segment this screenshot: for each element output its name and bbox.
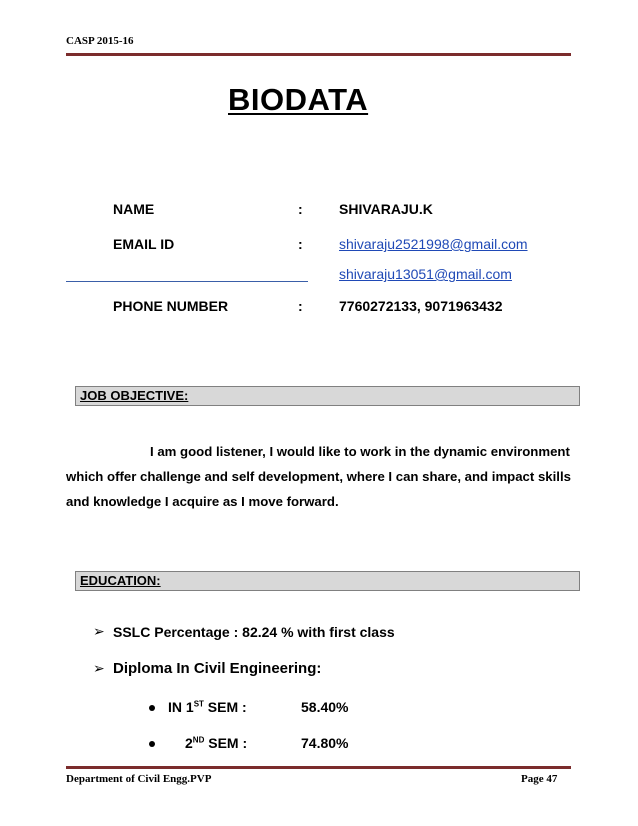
header-rule [66, 53, 571, 56]
job-objective-line-1: I am good listener, I would like to work in the dynamic environment [150, 444, 570, 459]
job-objective-line-3: and knowledge I acquire as I move forward. [66, 494, 339, 509]
name-value: SHIVARAJU.K [339, 201, 433, 217]
job-objective-heading [75, 386, 580, 406]
arrow-bullet-icon: ➢ [93, 623, 105, 639]
footer-page-number: Page 47 [521, 773, 558, 785]
phone-value: 7760272133, 9071963432 [339, 298, 503, 314]
job-objective-paragraph [66, 439, 571, 514]
name-colon: : [298, 201, 303, 217]
bullet-dot-icon [149, 741, 155, 747]
sem1-value: 58.40% [301, 699, 349, 715]
sem2-suffix: SEM : [204, 735, 248, 751]
phone-label: PHONE NUMBER [113, 298, 229, 314]
diploma-item: Diploma In Civil Engineering: [113, 660, 322, 677]
sem1-label [168, 699, 247, 715]
sslc-item: SSLC Percentage : 82.24 % with first class [113, 624, 395, 640]
job-objective-line-2: which offer challenge and self development, where I can share, and impact skills [66, 469, 571, 484]
sem1-suffix: SEM : [203, 699, 247, 715]
sem1-prefix: IN 1 [168, 699, 194, 715]
phone-colon: : [298, 298, 303, 314]
page-header: CASP 2015-16 [66, 35, 134, 47]
email-link-1[interactable]: shivaraju2521998@gmail.com [339, 236, 528, 252]
email-label: EMAIL ID [113, 236, 175, 252]
name-label: NAME [113, 201, 155, 217]
sem2-prefix: 2 [185, 735, 193, 751]
arrow-bullet-icon: ➢ [93, 660, 105, 676]
job-objective-heading-text: JOB OBJECTIVE: [80, 388, 189, 403]
page-title: BIODATA [228, 82, 369, 117]
sem2-label [185, 735, 247, 751]
bullet-dot-icon [149, 705, 155, 711]
sem2-sup: ND [192, 735, 205, 745]
footer-rule [66, 766, 571, 769]
email-colon: : [298, 236, 303, 252]
email-link-2[interactable]: shivaraju13051@gmail.com [339, 266, 512, 282]
education-heading [75, 571, 580, 591]
sem1-sup: ST [193, 699, 204, 709]
separator-line [66, 281, 308, 282]
education-heading-text: EDUCATION: [80, 573, 161, 588]
footer-department: Department of Civil Engg.PVP [66, 773, 212, 785]
sem2-value: 74.80% [301, 735, 349, 751]
